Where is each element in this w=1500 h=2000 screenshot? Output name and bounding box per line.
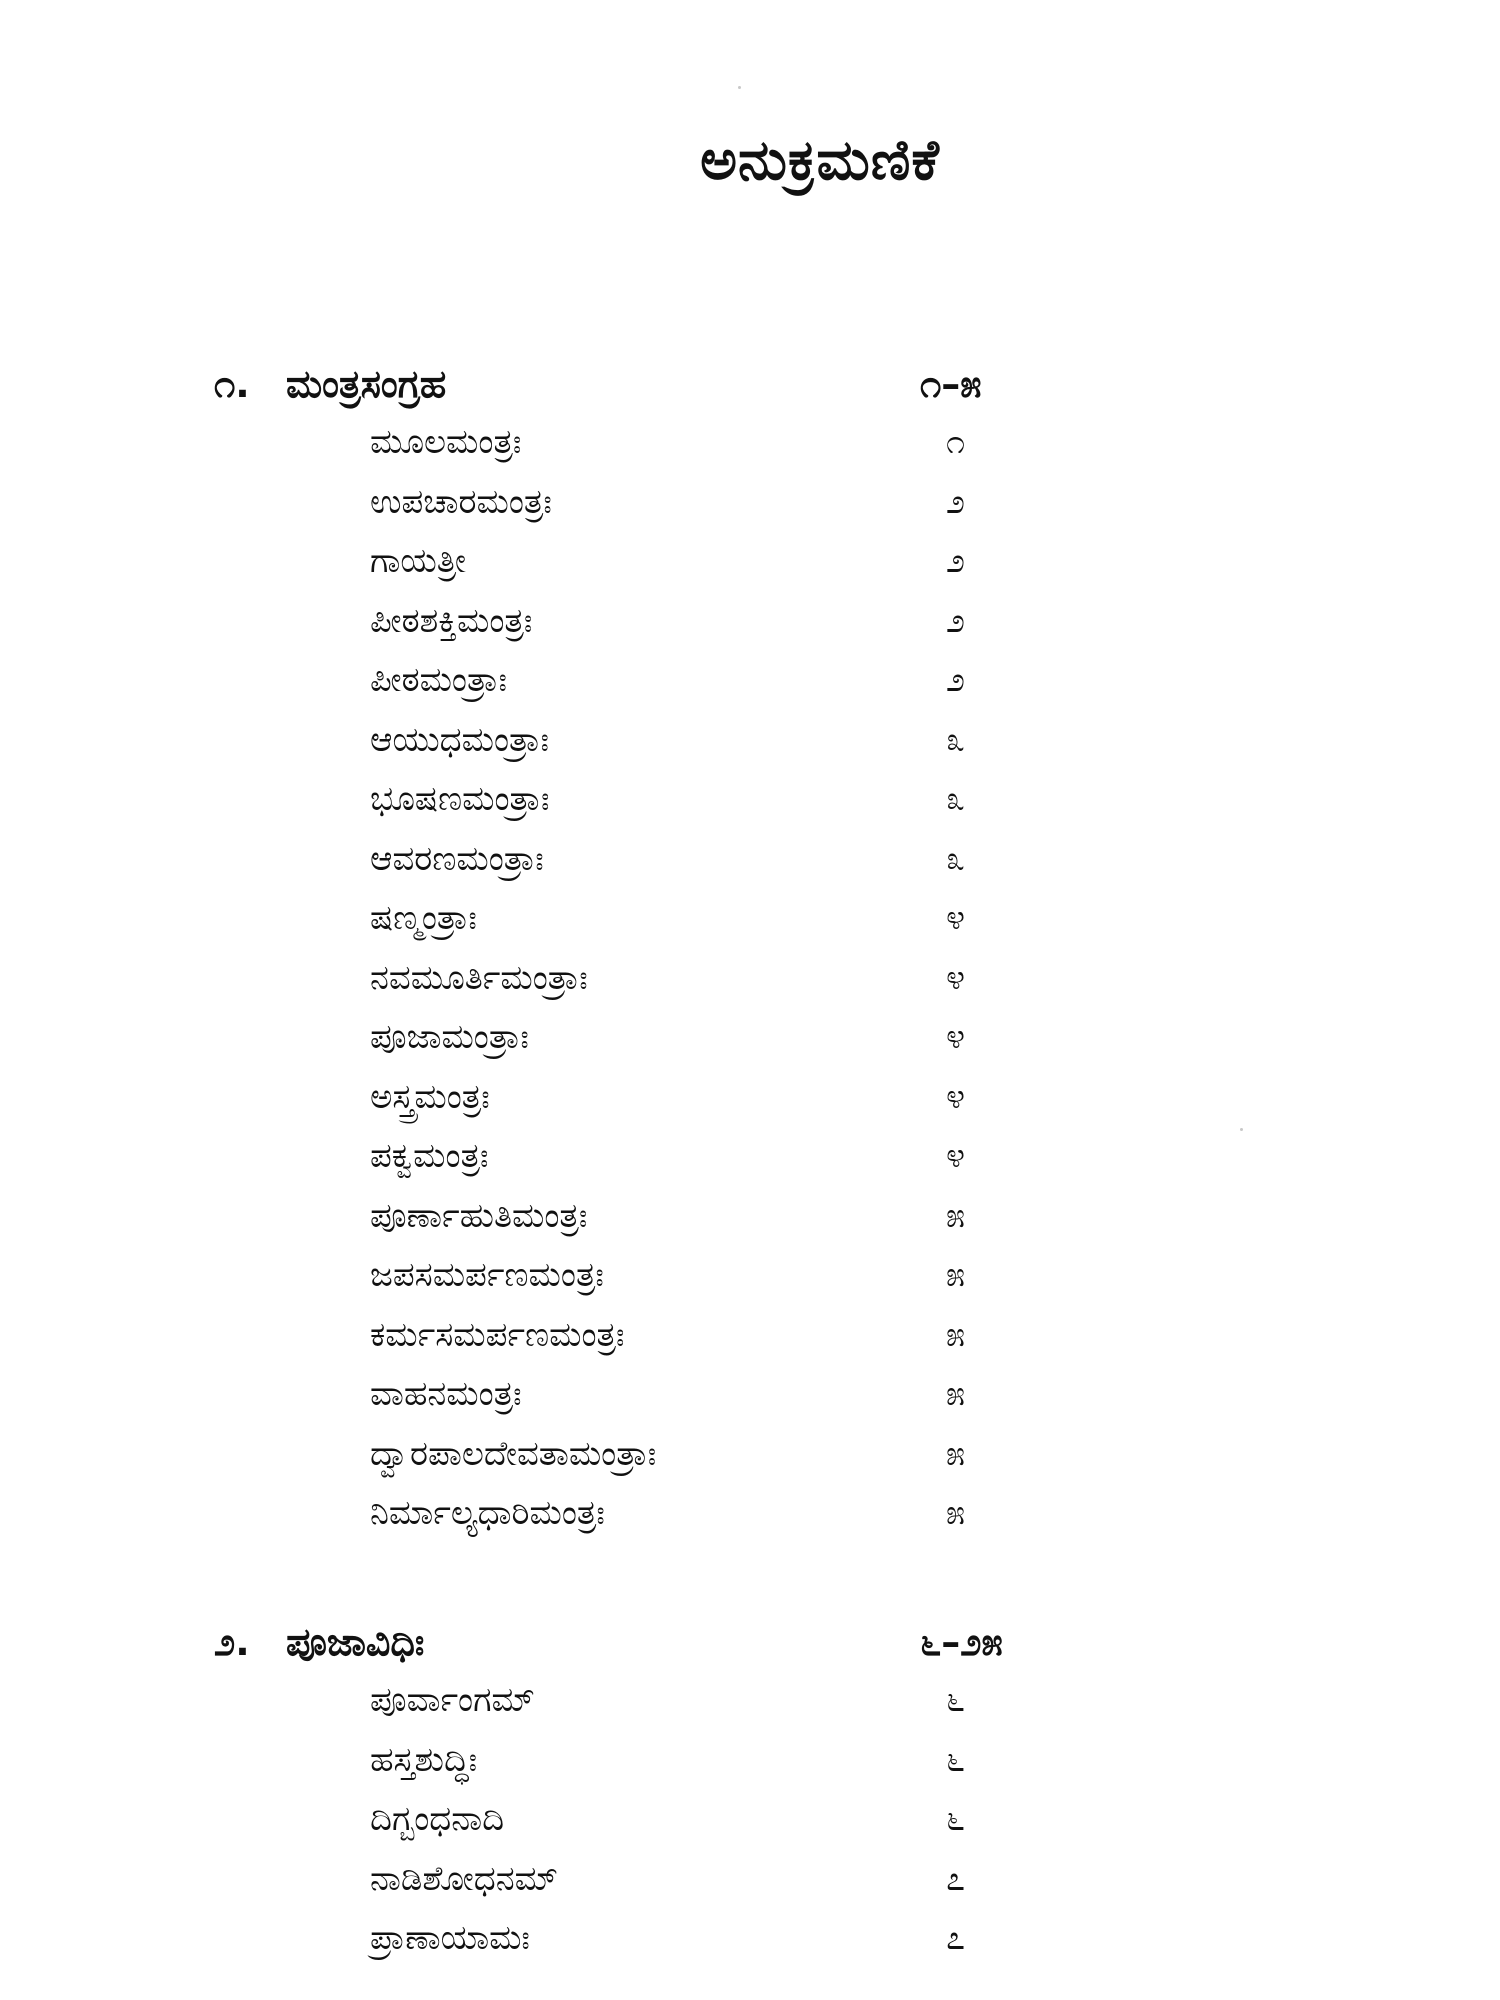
toc-entry (0, 1918, 1500, 1978)
scan-speck (1240, 1128, 1243, 1131)
entry-title: ನವಮೂರ್ತಿಮಂತ್ರಾಃ (370, 957, 588, 998)
entry-page: ೫ (946, 1374, 966, 1414)
section-page-range: ೧–೫ (920, 362, 982, 406)
entry-title: ದಿಗ್ಬಂಧನಾದಿ (370, 1799, 505, 1839)
toc-entry (0, 1374, 1500, 1434)
entry-page: ೪ (946, 1076, 966, 1117)
entry-page: ೬ (946, 1799, 966, 1839)
scan-speck (738, 86, 741, 89)
entry-page: ೫ (946, 1493, 966, 1533)
entry-title: ಉಪಚಾರಮಂತ್ರಃ (370, 481, 552, 522)
toc-entry (0, 1136, 1500, 1196)
toc-entry (0, 898, 1500, 958)
entry-page: ೨ (946, 541, 966, 581)
entry-page: ೫ (946, 1433, 966, 1474)
entry-title: ವಾಹನಮಂತ್ರಃ (370, 1374, 522, 1414)
toc-entry (0, 1799, 1500, 1859)
toc-entry (0, 779, 1500, 839)
entry-page: ೩ (946, 838, 966, 879)
toc-entry (0, 541, 1500, 601)
entry-page: ೫ (946, 1195, 966, 1236)
toc-entry (0, 1077, 1500, 1137)
toc-entry (0, 1434, 1500, 1494)
entry-title: ಮೂಲಮಂತ್ರಃ (370, 422, 522, 462)
section-number: ೨. (214, 1620, 250, 1664)
entry-page: ೪ (946, 1136, 966, 1176)
entry-title: ಷಣ್ಮಂತ್ರಾಃ (370, 898, 477, 938)
entry-title: ಹಸ್ತಶುದ್ಧಿಃ (370, 1739, 478, 1780)
entry-title: ಪೂರ್ಣಾಹುತಿಮಂತ್ರಃ (370, 1195, 588, 1236)
toc-entry (0, 1017, 1500, 1077)
toc-entry (0, 839, 1500, 899)
toc-entry (0, 660, 1500, 720)
entry-page: ೨ (946, 660, 966, 700)
toc-section-2 (0, 1620, 1500, 1978)
section-title: ಪೂಜಾವಿಧಿಃ (286, 1620, 425, 1664)
page-title: ಅನುಕ್ರಮಣಿಕೆ (700, 128, 940, 193)
entry-page: ೪ (946, 1017, 966, 1057)
toc-entry (0, 1315, 1500, 1375)
entry-title: ಪೀಠಶಕ್ತಿಮಂತ್ರಃ (370, 600, 533, 641)
section-title: ಮಂತ್ರಸಂಗ್ರಹ (286, 362, 447, 406)
entry-title: ಪೂರ್ವಾಂಗಮ್ (370, 1680, 535, 1720)
entry-page: ೨ (946, 481, 966, 522)
entry-page: ೩ (946, 719, 966, 760)
toc-entry (0, 720, 1500, 780)
toc-entry (0, 601, 1500, 661)
toc-entry (0, 1196, 1500, 1256)
entry-title: ಕರ್ಮಸಮರ್ಪಣಮಂತ್ರಃ (370, 1314, 625, 1355)
entry-title: ಗಾಯತ್ರೀ (370, 541, 467, 581)
toc-entry (0, 1740, 1500, 1800)
toc-entry (0, 422, 1500, 482)
entry-page: ೩ (946, 779, 966, 819)
toc-entry (0, 482, 1500, 542)
section-heading (0, 1620, 1500, 1680)
entry-title: ಆಯುಧಮಂತ್ರಾಃ (370, 719, 550, 760)
toc-entry (0, 1680, 1500, 1740)
entry-title: ನಾಡಿಶೋಧನಮ್ (370, 1858, 559, 1899)
entry-page: ೨ (946, 600, 966, 641)
entry-title: ಪಕ್ವಮಂತ್ರಃ (370, 1136, 489, 1176)
entry-page: ೭ (946, 1858, 966, 1899)
toc-section-1 (0, 362, 1500, 1553)
entry-title: ಆವರಣಮಂತ್ರಾಃ (370, 838, 544, 879)
entry-title: ನಿರ್ಮಾಲ್ಯಧಾರಿಮಂತ್ರಃ (370, 1493, 605, 1533)
entry-title: ಪ್ರಾಣಾಯಾಮಃ (370, 1918, 530, 1958)
entry-page: ೬ (946, 1739, 966, 1780)
entry-page: ೪ (946, 957, 966, 998)
entry-page: ೬ (946, 1680, 966, 1720)
section-page-range: ೬–೨೫ (920, 1620, 1003, 1664)
toc-entry (0, 1493, 1500, 1553)
section-heading (0, 362, 1500, 422)
section-number: ೧. (214, 362, 250, 406)
entry-page: ೭ (946, 1918, 966, 1958)
entry-page: ೫ (946, 1255, 966, 1295)
toc-entry (0, 1859, 1500, 1919)
entry-title: ದ್ವಾರಪಾಲದೇವತಾಮಂತ್ರಾಃ (370, 1433, 657, 1474)
entry-title: ಜಪಸಮರ್ಪಣಮಂತ್ರಃ (370, 1255, 604, 1295)
toc-entry (0, 1255, 1500, 1315)
entry-title: ಪೂಜಾಮಂತ್ರಾಃ (370, 1017, 529, 1057)
entry-page: ೪ (946, 898, 966, 938)
entry-page: ೧ (946, 422, 966, 462)
entry-title: ಭೂಷಣಮಂತ್ರಾಃ (370, 779, 550, 819)
entry-title: ಅಸ್ತ್ರಮಂತ್ರಃ (370, 1076, 490, 1117)
toc-entry (0, 958, 1500, 1018)
entry-page: ೫ (946, 1314, 966, 1355)
entry-title: ಪೀಠಮಂತ್ರಾಃ (370, 660, 507, 700)
